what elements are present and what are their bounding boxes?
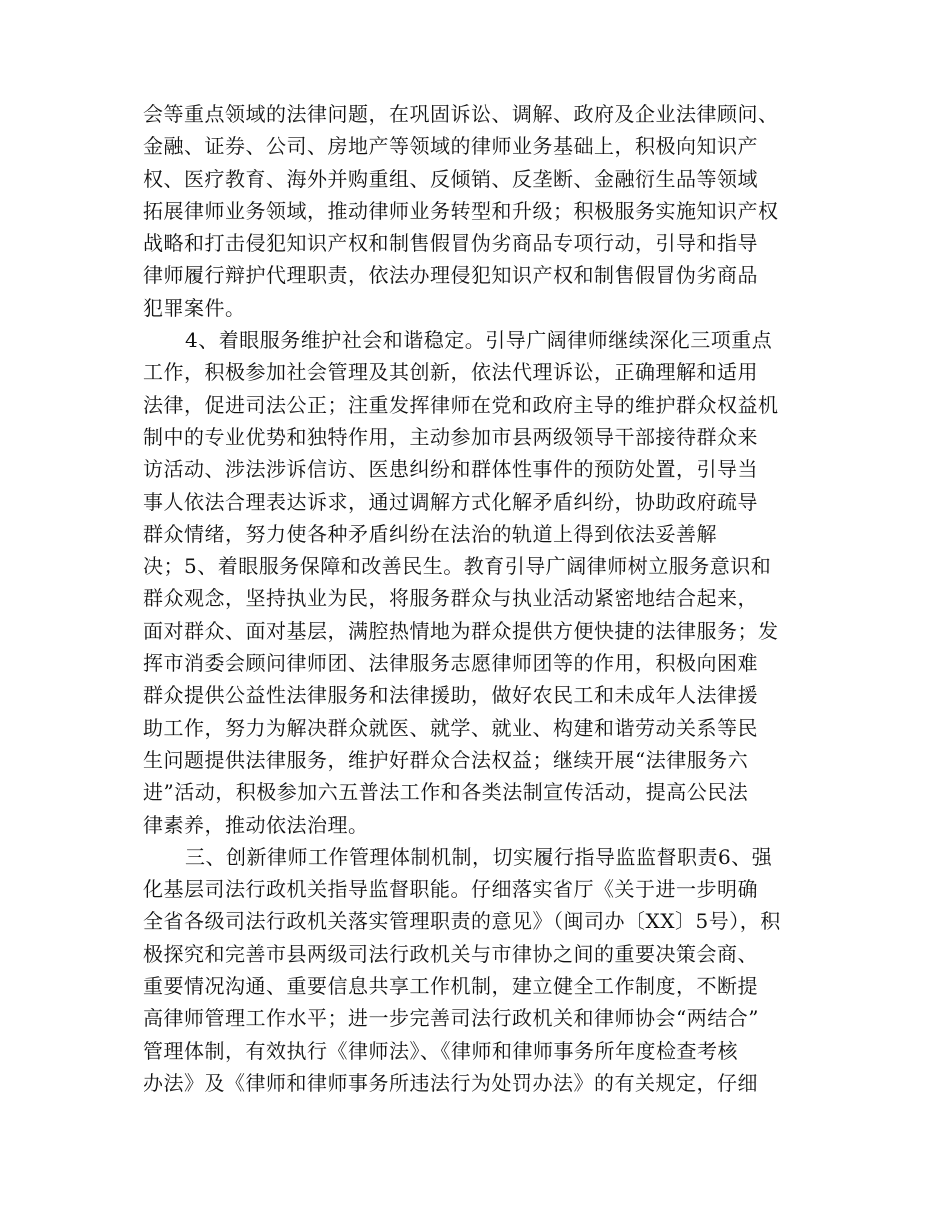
text-line: 拓展律师业务领域，推动律师业务转型和升级；积极服务实施知识产权 [143, 198, 779, 223]
text-line: 群众观念，坚持执业为民，将服务群众与执业活动紧密地结合起来， [143, 586, 758, 611]
text-line: 制中的专业优势和独特作用，主动参加市县两级领导干部接待群众来 [143, 424, 758, 449]
text-line: 群众情绪，努力使各种矛盾纠纷在法治的轨道上得到依法妥善解 [143, 521, 717, 546]
text-line: 全省各级司法行政机关落实管理职责的意见》（闽司办〔XX〕5号），积 [143, 909, 781, 934]
text-line: 化基层司法行政机关指导监督职能。仔细落实省厅《关于进一步明确 [143, 877, 758, 902]
text-line: 战略和打击侵犯知识产权和制售假冒伪劣商品专项行动，引导和指导 [143, 231, 758, 256]
text-line: 进”活动，积极参加六五普法工作和各类法制宣传活动，提高公民法 [143, 780, 749, 805]
text-line: 群众提供公益性法律服务和法律援助，做好农民工和未成年人法律援 [143, 683, 758, 708]
document-body [143, 98, 803, 1099]
paragraph-start-line: 三、创新律师工作管理体制机制，切实履行指导监监督职责6、强 [185, 844, 773, 869]
text-line: 律素养，推动依法治理。 [143, 812, 369, 837]
text-line: 管理体制，有效执行《律师法》、《律师和律师事务所年度检查考核 [143, 1038, 738, 1063]
text-line: 高律师管理工作水平；进一步完善司法行政机关和律师协会“两结合” [143, 1006, 759, 1031]
text-line: 挥市消委会顾问律师团、法律服务志愿律师团等的作用，积极向困难 [143, 651, 758, 676]
text-line: 犯罪案件。 [143, 295, 246, 320]
text-line: 金融、证券、公司、房地产等领域的律师业务基础上，积极向知识产 [143, 134, 758, 159]
text-line: 会等重点领域的法律问题，在巩固诉讼、调解、政府及企业法律顾问、 [143, 102, 779, 126]
text-line: 助工作，努力为解决群众就医、就学、就业、构建和谐劳动关系等民 [143, 715, 758, 740]
text-line: 访活动、涉法涉诉信访、医患纠纷和群体性事件的预防处置，引导当 [143, 457, 758, 482]
text-line: 面对群众、面对基层，满腔热情地为群众提供方便快捷的法律服务；发 [143, 618, 779, 643]
text-line: 工作，积极参加社会管理及其创新，依法代理诉讼，正确理解和适用 [143, 360, 758, 385]
paragraph-start-line: 4、着眼服务维护社会和谐稳定。引导广阔律师继续深化三项重点 [185, 328, 773, 353]
text-line: 事人依法合理表达诉求，通过调解方式化解矛盾纠纷，协助政府疏导 [143, 489, 758, 514]
text-line: 律师履行辩护代理职责，依法办理侵犯知识产权和制售假冒伪劣商品 [143, 263, 758, 288]
text-line: 决；5、着眼服务保障和改善民生。教育引导广阔律师树立服务意识和 [143, 554, 772, 579]
text-line: 办法》及《律师和律师事务所违法行为处罚办法》的有关规定，仔细 [143, 1070, 758, 1095]
text-line: 生问题提供法律服务，维护好群众合法权益；继续开展“法律服务六 [143, 747, 749, 772]
text-line: 权、医疗教育、海外并购重组、反倾销、反垄断、金融衍生品等领域 [143, 166, 758, 191]
text-line: 法律，促进司法公正；注重发挥律师在党和政府主导的维护群众权益机 [143, 392, 779, 417]
text-line: 重要情况沟通、重要信息共享工作机制，建立健全工作制度，不断提 [143, 974, 758, 999]
text-line: 极探究和完善市县两级司法行政机关与市律协之间的重要决策会商、 [143, 941, 758, 966]
